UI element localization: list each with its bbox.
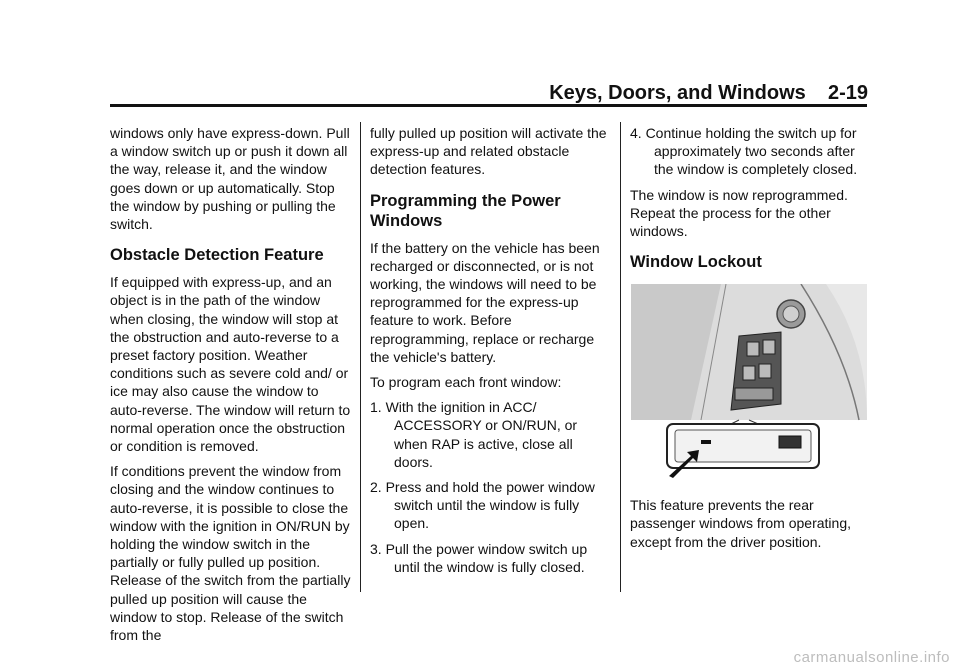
header-rule [110, 104, 867, 107]
text-column-1 [110, 124, 352, 651]
watermark: carmanualsonline.info [793, 649, 950, 666]
paragraph-express-down: windows only have express-down. Pull a window switch up or push it down all the way, release it, and the window goes down or up automatically. Stop the window by pushing or pulling the switch. [110, 125, 350, 233]
paragraph-obstacle-1: If equipped with express-up, and an object is in the path of the window when closing, the window will stop at the obstruction and auto-reverse to a preset factory position. Weather conditions such as severe cold and/ or ice may also cause the window to auto-reverse. The window will return to normal operation once the obstruction or condition is removed. [110, 274, 351, 455]
step-4: 4. Continue holding the switch up for approximately two seconds after the window is completely closed. [630, 125, 858, 178]
column-divider-2 [620, 122, 621, 592]
paragraph-programming: If the battery on the vehicle has been recharged or disconnected, or is not working, the windows will need to be reprogrammed for the express-up feature to work. Before reprogramming, replace or recharge the vehicle's battery. [370, 239, 600, 365]
step-1: 1. With the ignition in ACC/ ACCESSORY or ON/RUN, or when RAP is active, close all doors. [370, 399, 578, 470]
paragraph-obstacle-2: If conditions prevent the window from closing and the window continues to auto-reverse, it is possible to close the window with the ignition in ON/RUN by holding the window switch in the partially or fully pulled up position. Release of the switch from the partially pulled up position will cause the window to stop. Release of the switch from the [110, 463, 351, 644]
step-2: 2. Press and hold the power window switch until the window is fully open. [370, 479, 595, 532]
text-column-2 [370, 124, 610, 583]
paragraph-lockout: This feature prevents the rear passenger windows from operating, except from the driver position. [630, 497, 852, 550]
heading-window-lockout: Window Lockout [630, 253, 762, 272]
text-column-3 [630, 124, 870, 558]
page-header-title: Keys, Doors, and Windows 2-19 [549, 82, 868, 104]
paragraph-program-intro: To program each front window: [370, 374, 562, 391]
paragraph-continued: fully pulled up position will activate the express-up and related obstacle detection features. [370, 125, 607, 178]
step-3: 3. Pull the power window switch up until the window is fully closed. [370, 540, 588, 575]
window-switch-panel-drawing [631, 284, 867, 484]
paragraph-reprogrammed: The window is now reprogrammed. Repeat the process for the other windows. [630, 186, 848, 240]
column-divider-1 [360, 122, 361, 592]
lockout-symbol-icon [779, 436, 801, 448]
heading-obstacle-detection: Obstacle Detection Feature [110, 246, 324, 265]
heading-programming: Programming the Power Windows [370, 191, 561, 230]
window-lockout-illustration [631, 284, 867, 484]
